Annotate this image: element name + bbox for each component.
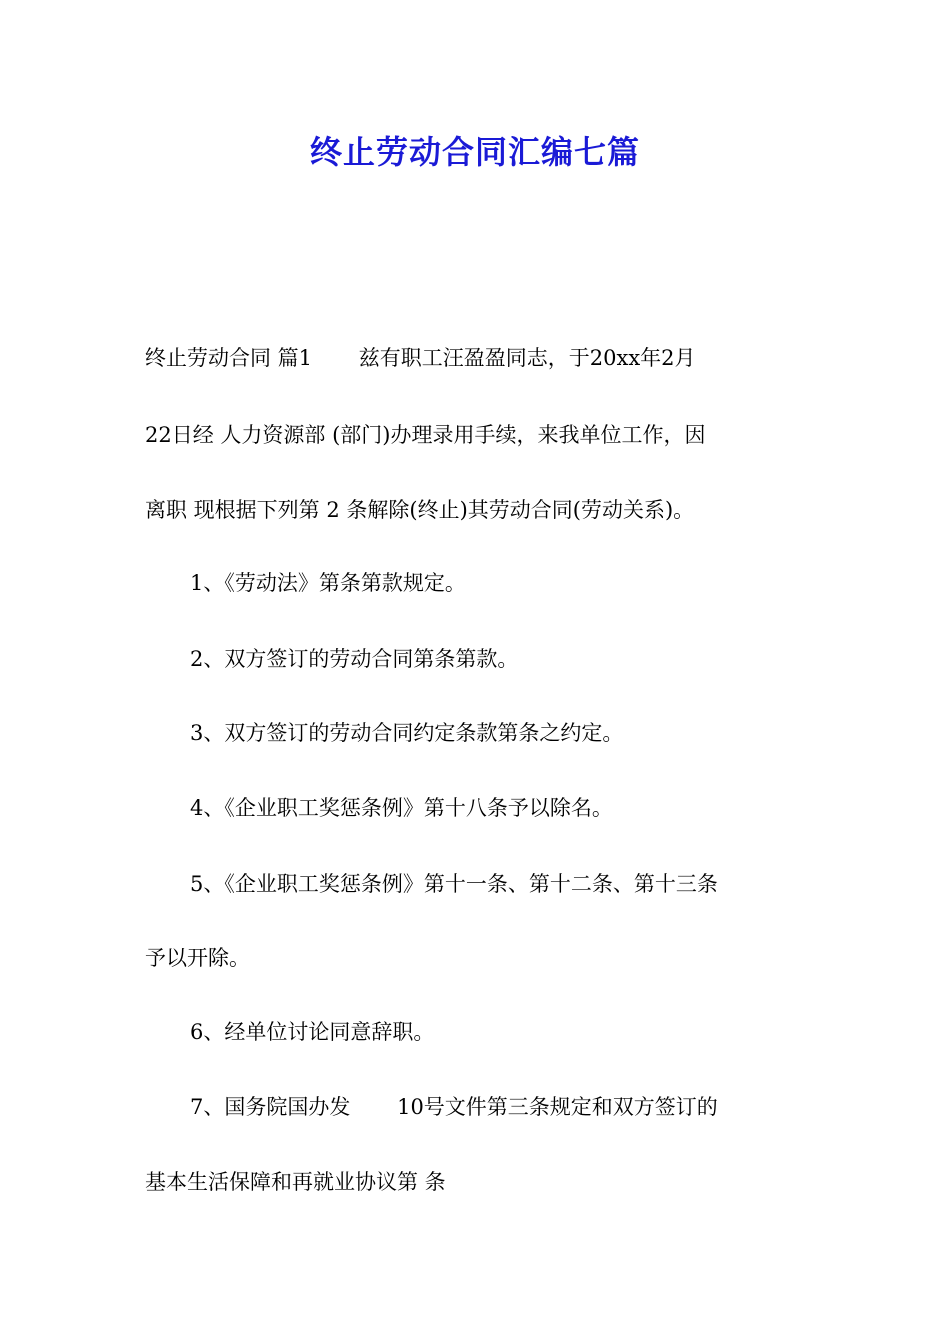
document-title: 终止劳动合同汇编七篇 [309,133,640,171]
list-item-7: 7、国务院国办发 10号文件第三条规定和双方签订的 [190,1095,718,1119]
paragraph-line-3: 离职 现根据下列第 2 条解除(终止)其劳动合同(劳动关系)。 [145,498,695,522]
list-item-7-continuation: 基本生活保障和再就业协议第 条 [145,1170,446,1194]
paragraph-line-1: 终止劳动合同 篇1 兹有职工汪盈盈同志，于20xx年2月 [145,346,696,370]
list-item-2: 2、双方签订的劳动合同第条第款。 [190,647,519,671]
paragraph-line-2: 22日经 人力资源部 (部门)办理录用手续，来我单位工作，因 [145,423,706,447]
list-item-4: 4、《企业职工奖惩条例》第十八条予以除名。 [190,796,613,820]
list-item-5: 5、《企业职工奖惩条例》第十一条、第十二条、第十三条 [190,872,718,896]
list-item-1: 1、《劳动法》第条第款规定。 [190,571,466,595]
list-item-3: 3、双方签订的劳动合同约定条款第条之约定。 [190,721,624,745]
list-item-6: 6、经单位讨论同意辞职。 [190,1020,435,1044]
list-item-5-continuation: 予以开除。 [145,946,250,970]
